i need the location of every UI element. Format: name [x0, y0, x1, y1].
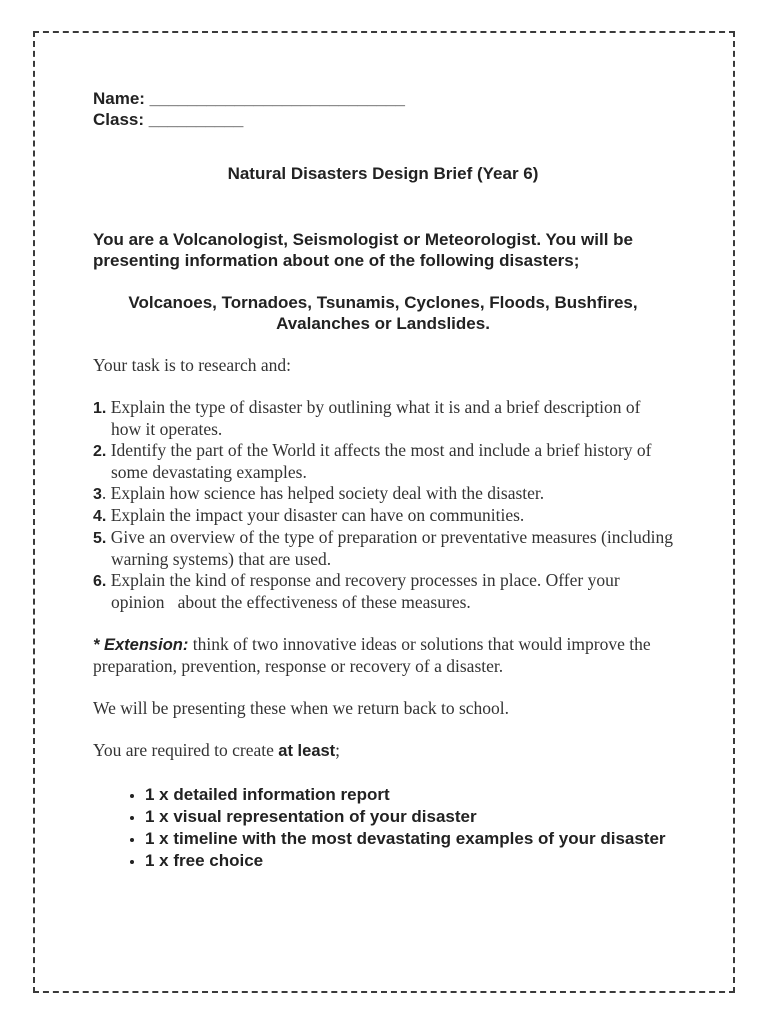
task-number: 6. — [93, 573, 107, 590]
disaster-list: Volcanoes, Tornadoes, Tsunamis, Cyclones, Floods, Bushfires, Avalanches or Landslides. — [128, 293, 638, 333]
list-item — [93, 527, 673, 570]
task-text: Explain the impact your disaster can have on communities. — [110, 505, 525, 525]
list-item: • 1 x timeline with the most devastating examples of your disaster — [145, 828, 673, 850]
task-list — [93, 397, 673, 613]
page-title: Natural Disasters Design Brief (Year 6) — [227, 164, 539, 183]
list-item: • 1 x visual representation of your disaster — [145, 806, 673, 828]
extension-text: think of two innovative ideas or solutions that would improve the preparation, prevention, response or recovery of a disaster. — [93, 634, 651, 676]
required-bold: at least — [278, 742, 336, 760]
required-prefix: You are required to create — [93, 740, 274, 760]
required-suffix: ; — [335, 740, 341, 760]
worksheet-content — [93, 88, 673, 872]
extension-paragraph — [93, 634, 673, 677]
required-note — [93, 740, 673, 762]
task-number: 1. — [93, 400, 107, 417]
task-number: 2. — [93, 443, 107, 460]
list-item: • 1 x detailed information report — [145, 784, 673, 806]
task-text: Identify the part of the World it affects the most and include a brief history of some devastating examples. — [110, 440, 652, 482]
list-item — [93, 570, 673, 613]
task-intro: Your task is to research and: — [93, 355, 291, 375]
list-item — [93, 440, 673, 483]
list-item — [93, 505, 673, 527]
list-item: • 1 x free choice — [145, 850, 673, 872]
task-text: . Explain how science has helped society deal with the disaster. — [101, 483, 545, 503]
list-item — [93, 397, 673, 440]
requirements-list — [93, 784, 673, 872]
task-number: 4. — [93, 508, 107, 525]
presenting-note: We will be presenting these when we return back to school. — [93, 698, 510, 718]
task-number: 5. — [93, 530, 107, 547]
task-number: 3 — [93, 486, 102, 503]
list-item — [93, 483, 673, 505]
class-field: Class: __________ — [93, 110, 244, 129]
task-text: Give an overview of the type of preparation or preventative measures (including warning systems) that are used. — [110, 527, 673, 569]
task-text: Explain the type of disaster by outlining what it is and a brief description of how it operates. — [110, 397, 641, 439]
extension-label: * Extension: — [93, 636, 189, 654]
intro-paragraph: You are a Volcanologist, Seismologist or Meteorologist. You will be presenting information about one of the following disasters; — [93, 230, 633, 270]
name-field: Name: ___________________________ — [93, 89, 405, 108]
task-text: Explain the kind of response and recovery processes in place. Offer your opinion about the effectiveness of these measures. — [110, 570, 625, 612]
